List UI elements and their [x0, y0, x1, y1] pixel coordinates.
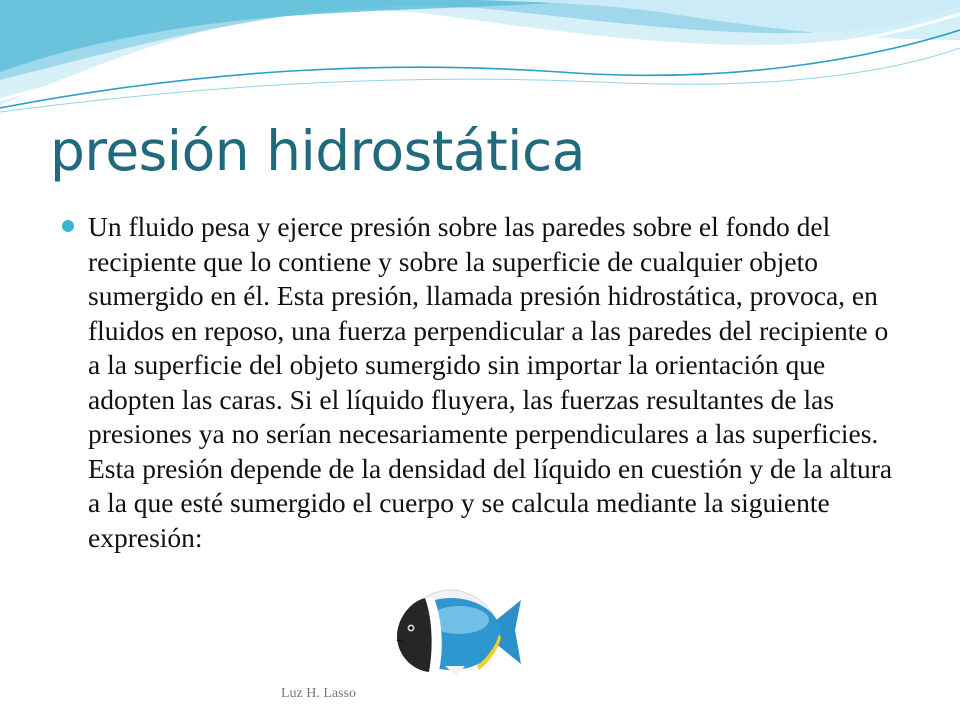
bullet-item — [60, 210, 905, 555]
bullet-list — [60, 210, 905, 555]
dot-bullet-icon — [62, 220, 74, 232]
bullet-text: Un fluido pesa y ejerce presión sobre las paredes sobre el fondo del recipiente que lo contiene y sobre la superficie de cualquier objeto sumergido en él. Esta presión, llamada presión hidrostática, provoca, en fluidos en reposo, una fuerza perpendicular a las paredes del recipiente o a la superficie del objeto sumergido sin importar la orientación que adopten las caras. Si el líquido fluyera, las fuerzas resultantes de las presiones ya no serían necesariamente perpendiculares a las superficies. Esta presión depende de la densidad del líquido en cuestión y de la altura a la que esté sumergido el cuerpo y se calcula mediante la siguiente expresión: — [88, 211, 893, 553]
wave-header-decoration — [0, 0, 960, 120]
fish-illustration — [389, 584, 523, 676]
slide-title: presión hidrostática — [50, 119, 585, 183]
footer-author: Luz H. Lasso — [281, 686, 357, 701]
